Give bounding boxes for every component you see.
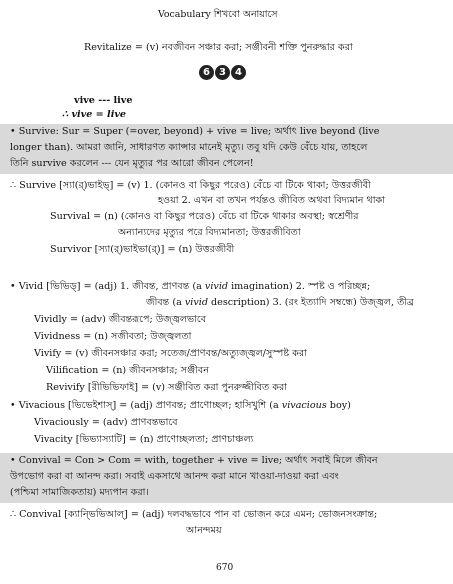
revivify-definition: Revivify [রীভিভিফাই] = (v) সঞ্জীবিত করা পুনরুজ্জীবিত করা [46,382,288,393]
survival-definition-2: অন্যান্যদের মৃত্যুর পরে বিদ্যমানতা; উত্তরজীবিতা [118,227,301,238]
vividly-definition: Vividly = (adv) জীবন্তরূপে; উজ্জ্বলভাবে [34,314,207,325]
convival-explain-2: উপভোগ করা বা আনন্দ করা। সবাই একসাথে আনন্দ করা মানে খাওয়া-দাওয়া করা এবং [10,471,339,482]
revitalize-entry: Revitalize = (v) নবজীবন সঞ্চার করা; সঞ্জীবনী শক্তি পুনরুদ্ধার করা [84,42,353,53]
survivor-definition: Survivor [স্যা(র্)ভাইভা(র্)] = (n) উত্তরজীবী [50,244,235,255]
vividness-definition: Vividness = (n) সজীবতা; উজ্জ্বলতা [34,331,192,342]
survive-definition-2: হওয়া 2. এখন বা তখন পর্যন্তও জীবিত অথবা বিদ্যমান থাকা [158,195,386,206]
badge-6: 6 [199,65,214,80]
survive-explain-1: • Survive: Sur = Super (=over, beyond) + vive = live; অর্থাৎ live beyond (live [10,126,380,137]
vivid-text-2b: description) 3. (রং ইত্যাদি সম্বন্ধে) উজ্জ্বল, তীব্র [207,297,414,308]
vivid-text-2a: জীবন্ত (a [146,297,185,308]
badge-4: 4 [231,65,246,80]
convival-definition-2: আনন্দময় [186,525,222,536]
convival-explain-1: • Convival = Con > Com = with, together + vive = live; অর্থাৎ সবাই মিলে জীবন [10,455,378,466]
page-number: 670 [216,563,234,573]
vilification-definition: Vilification = (n) জীবনসঞ্চার; সঞ্জীবন [46,365,209,376]
survival-definition-1: Survival = (n) (কোনও বা কিছুর পরেও) বেঁচে বা টিকে থাকার অবস্থা; স্বশ্রেণীর [50,211,359,222]
vivid-example-1: vivid [204,281,229,292]
convival-definition-1: ∴ Convival [ক্যান্ভিভিআল্] = (adj) দলবদ্ধভাবে পান বা ভোজন করে এমন; ভোজনসংক্রান্ত; [10,509,378,520]
vivify-definition: Vivify = (v) জীবনসঞ্চার করা; সতেজ/প্রাণবন্ত/অত্যুজ্জ্বল/সুস্পষ্ট করা [34,348,307,359]
root-meaning: ∴ vive = live [62,109,127,120]
vivid-example-2: vivid [184,297,208,308]
number-badges [199,65,246,80]
vivaciously-definition: Vivaciously = (adv) প্রাণবন্তভাবে [34,417,178,428]
survive-definition-1: ∴ Survive [স্যা(র্)ভাইভ্] = (v) 1. (কোনও বা কিছুর পরেও) বেঁচে বা টিকে থাকা; উত্তরজীবী [10,180,371,191]
root-line: vive --- live [74,95,133,106]
survive-explain-3: তিনি survive করলেন --- যেন মৃত্যুর পর আরো জীবন পেলেন! [10,158,254,169]
convival-explain-3: (পশ্চিমা সামাজিকতায়) মদ্যপান করা। [10,487,149,498]
vivid-definition-2 [146,297,414,309]
vivacity-definition: Vivacity [ভিভ্যাস্যাটি] = (n) প্রাণোচ্ছলতা; প্রাণচাঞ্চল্য [34,434,254,445]
page-header: Vocabulary শিখবো অনায়াসে [158,9,278,20]
vivacious-text-b: boy) [326,400,351,411]
badge-3: 3 [215,65,230,80]
vivacious-definition [10,400,351,412]
survive-explain-2: longer than). আমরা জানি, সাধারণত ক্যান্সার মানেই মৃত্যু। তবু যদি কেউ বেঁচে যায়, তাহলে [10,142,368,153]
vivacious-example: vivacious [281,400,327,411]
vivacious-text-a: • Vivacious [ভিভেইশাস্] = (adj) প্রাণবন্ত; প্রাণোচ্ছল; হাসিখুশি (a [10,400,282,411]
vivid-definition-1 [10,281,370,293]
vivid-text-1a: • Vivid [ভিভিড্] = (adj) 1. জীবন্ত, প্রাণবন্ত (a [10,281,205,292]
vivid-text-1b: imagination) 2. স্পষ্ট ও পরিচ্ছন্ন; [228,281,371,292]
